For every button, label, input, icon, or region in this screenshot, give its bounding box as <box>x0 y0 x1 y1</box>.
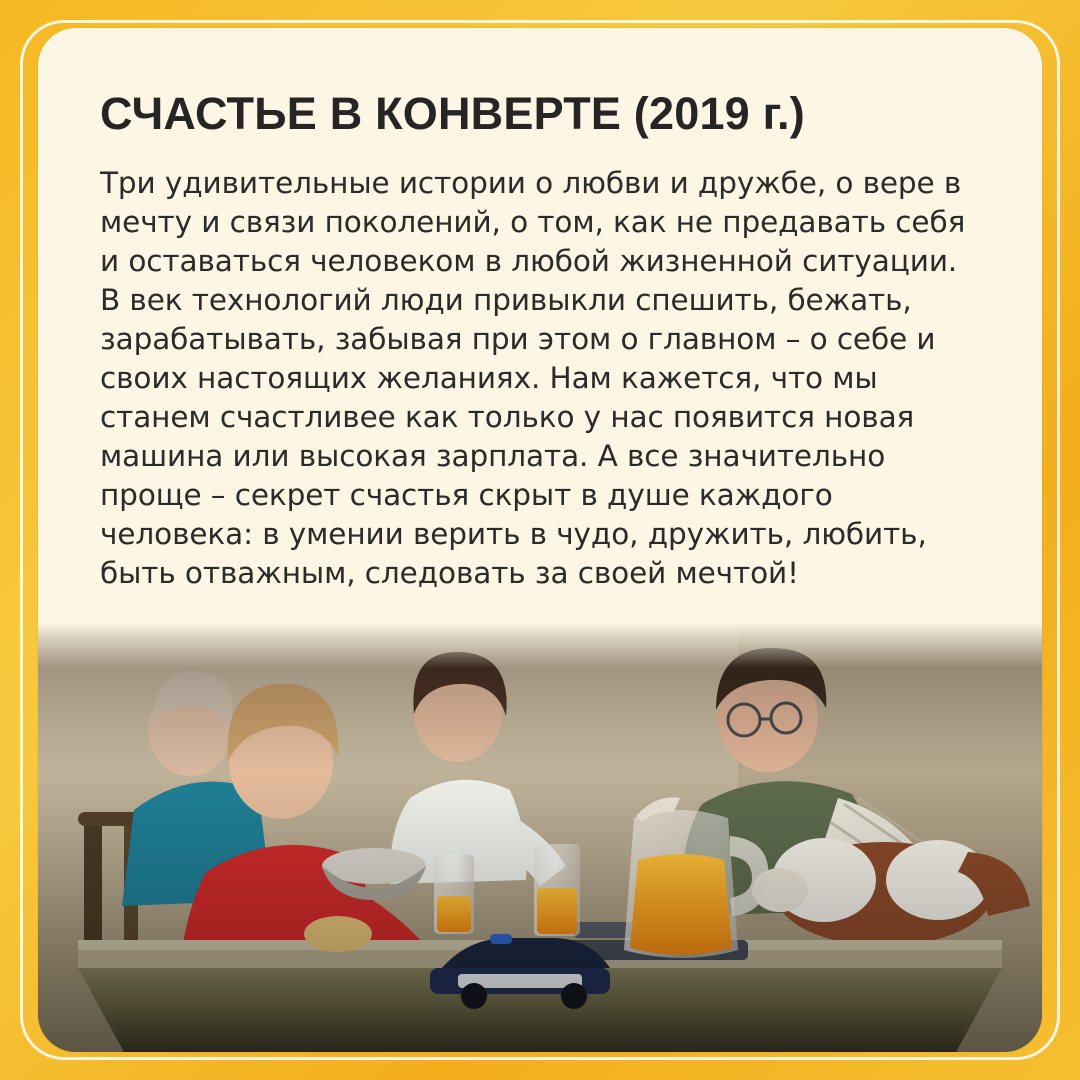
family-breakfast-photo <box>38 622 1042 1052</box>
page-title: СЧАСТЬЕ В КОНВЕРТЕ (2019 г.) <box>100 88 805 139</box>
description-paragraph: Три удивительные истории о любви и дружбе, о вере в мечту и связи поколений, о том, как не предавать себя и оставаться человеком в любой жизненной ситуации. В век технологий люди привыкли спешить, бежать, зарабатывать, забывая при этом о главном – о себе и своих настоящих желаниях. Нам кажется, что мы станем счастливее как только у нас появится новая машина или высокая зарплата. А все значительно проще – секрет счастья скрыт в душе каждого человека: в умении верить в чудо, дружить, любить, быть отважным, следовать за своей мечтой! <box>100 165 966 591</box>
photo-illustration <box>38 622 1042 1052</box>
text-block <box>38 28 1042 594</box>
content-panel <box>38 28 1042 1052</box>
